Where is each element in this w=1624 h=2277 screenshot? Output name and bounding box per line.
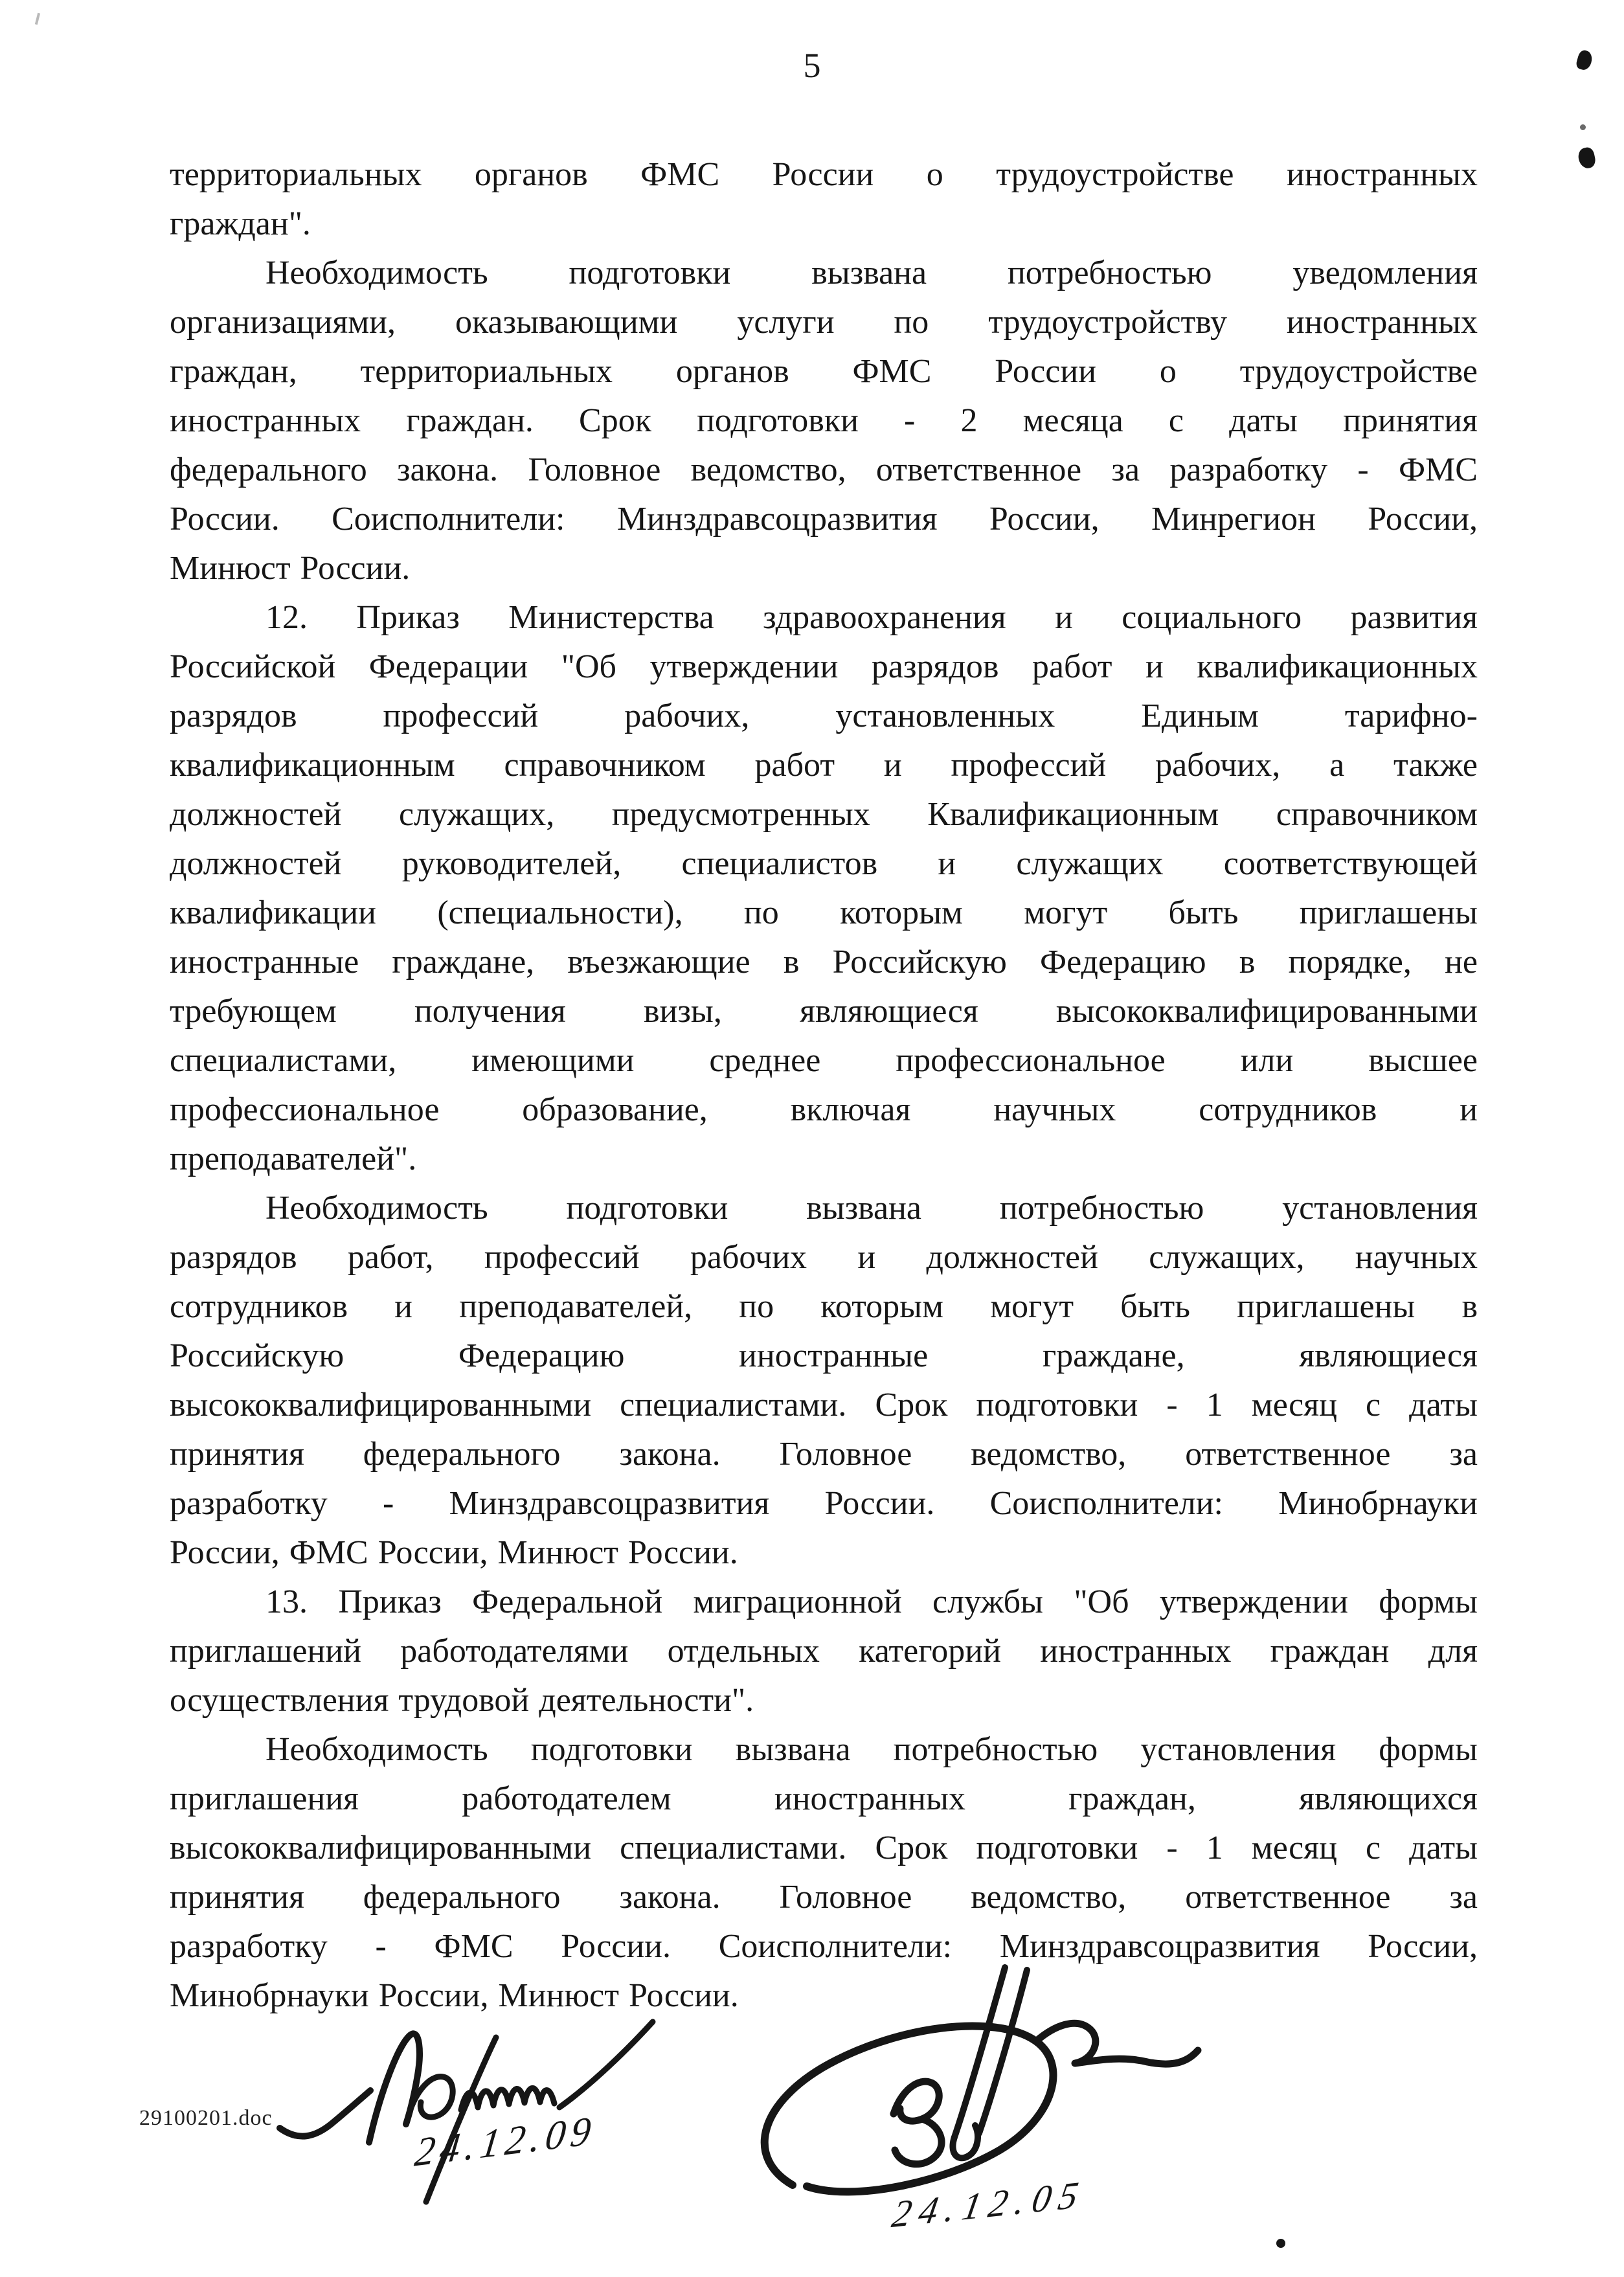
text-line: организациями, оказывающими услуги по трудоустройству иностранных [170,304,1478,341]
page-number: 5 [803,46,821,85]
ink-dot-icon [1580,124,1586,130]
paragraph [170,249,1478,593]
text-line: иностранные граждане, въезжающие в Российскую Федерацию в порядке, не [170,944,1478,980]
text-line: приглашений работодателями отдельных категорий иностранных граждан для [170,1633,1478,1670]
paragraph [170,1578,1478,1725]
text-line: должностей руководителей, специалистов и служащих соответствующей [170,845,1478,882]
text-line: Российской Федерации "Об утверждении разрядов работ и квалификационных [170,648,1478,685]
text-line: должностей служащих, предусмотренных Квалификационным справочником [170,796,1478,833]
text-line: Необходимость подготовки вызвана потребностью установления формы [265,1731,1478,1768]
text-line: России. Соисполнители: Минздравсоцразвития России, Минрегион России, [170,501,1478,538]
text-line: требующем получения визы, являющиеся высококвалифицированными [170,993,1478,1030]
document-body [170,150,1478,2021]
text-line: Российскую Федерацию иностранные граждане, являющиеся [170,1337,1478,1374]
text-line: России, ФМС России, Минюст России. [170,1534,738,1571]
paragraph [170,1184,1478,1578]
text-line: разработку - ФМС России. Соисполнители: Минздравсоцразвития России, [170,1928,1478,1965]
text-line: Необходимость подготовки вызвана потребностью установления [265,1190,1478,1227]
scan-artifact-icon [35,13,40,25]
text-line: территориальных органов ФМС России о трудоустройстве иностранных [170,156,1478,193]
text-line: разрядов профессий рабочих, установленных Единым тарифно- [170,697,1478,734]
text-line: Необходимость подготовки вызвана потребностью уведомления [265,255,1478,291]
text-line: высококвалифицированными специалистами. Срок подготовки - 1 месяц с даты [170,1830,1478,1866]
text-line: разрядов работ, профессий рабочих и должностей служащих, научных [170,1239,1478,1276]
paragraph [170,150,1478,249]
text-line: квалификации (специальности), по которым могут быть приглашены [170,894,1478,931]
text-line: Минобрнауки России, Минюст России. [170,1977,739,2014]
text-line: федерального закона. Головное ведомство, ответственное за разработку - ФМС [170,451,1478,488]
text-line: специалистами, имеющими среднее профессиональное или высшее [170,1042,1478,1079]
text-line: 12. Приказ Министерства здравоохранения и социального развития [265,599,1478,636]
text-line: преподавателей". [170,1140,417,1177]
ink-blot-icon [1577,146,1597,170]
signature-left-icon [272,2013,751,2207]
text-line: квалификационным справочником работ и профессий рабочих, а также [170,747,1478,784]
text-line: принятия федерального закона. Головное ведомство, ответственное за [170,1436,1478,1473]
text-line: граждан, территориальных органов ФМС России о трудоустройстве [170,353,1478,390]
signature-date-right: 24.12.05 [888,2172,1090,2236]
text-line: профессиональное образование, включая научных сотрудников и [170,1091,1478,1128]
paragraph [170,593,1478,1184]
text-line: граждан". [170,205,311,242]
footer-filename: 29100201.doc [139,2106,273,2130]
text-line: иностранных граждан. Срок подготовки - 2 месяца с даты принятия [170,402,1478,439]
text-line: принятия федерального закона. Головное ведомство, ответственное за [170,1879,1478,1916]
text-line: 13. Приказ Федеральной миграционной службы "Об утверждении формы [265,1583,1478,1620]
text-line: осуществления трудовой деятельности". [170,1682,754,1719]
text-line: разработку - Минздравсоцразвития России. Соисполнители: Минобрнауки [170,1485,1478,1522]
text-line: приглашения работодателем иностранных граждан, являющихся [170,1780,1478,1817]
text-line: Минюст России. [170,550,411,587]
text-line: сотрудников и преподавателей, по которым могут быть приглашены в [170,1288,1478,1325]
signature-date-left: 24.12.09 [412,2108,599,2175]
text-line: высококвалифицированными специалистами. Срок подготовки - 1 месяц с даты [170,1387,1478,1423]
